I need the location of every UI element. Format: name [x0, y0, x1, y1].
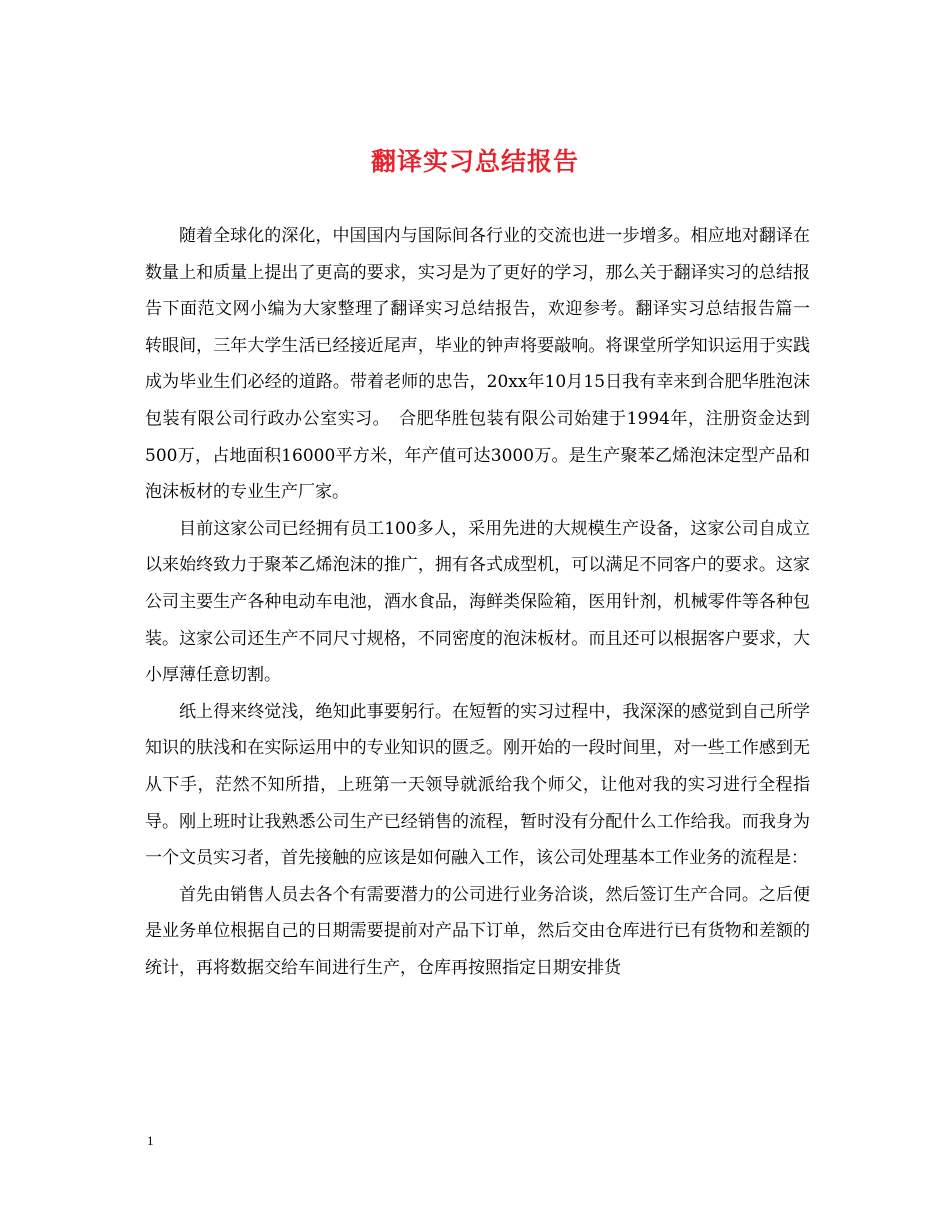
paragraph-1: 随着全球化的深化，中国国内与国际间各行业的交流也进一步增多。相应地对翻译在数量上和质量上提出了更高的要求，实习是为了更好的学习，那么关于翻译实习的总结报告下面范文网小编为大家整理了翻译实习总结报告，欢迎参考。翻译实习总结报告篇一 转眼间，三年大学生活已经接近尾声，毕业的钟声将要敲响。将课堂所学知识运用于实践成为毕业生们必经的道路。带着老师的忠告，20xx年10月15日我有幸来到合肥华胜泡沫包装有限公司行政办公室实习。 合肥华胜包装有限公司始建于1994年，注册资金达到500万，占地面积16000平方米，年产值可达3000万。是生产聚苯乙烯泡沫定型产品和泡沫板材的专业生产厂家。 [145, 226, 844, 503]
paragraph-2: 目前这家公司已经拥有员工100多人，采用先进的大规模生产设备，这家公司自成立以来始终致力于聚苯乙烯泡沫的推广，拥有各式成型机，可以满足不同客户的要求。这家公司主要生产各种电动车电池，酒水食品，海鲜类保险箱，医用针剂，机械零件等各种包装。这家公司还生产不同尺寸规格，不同密度的泡沫板材。而且还可以根据客户要求，大小厚薄任意切割。 [145, 518, 810, 686]
document-body [145, 218, 844, 986]
paragraph-4: 首先由销售人员去各个有需要潜力的公司进行业务洽谈，然后签订生产合同。之后便是业务单位根据自己的日期需要提前对产品下订单，然后交由仓库进行已有货物和差额的统计，再将数据交给车间进行生产，仓库再按照指定日期安排货 [145, 884, 810, 978]
page-number: 1 [147, 1133, 154, 1148]
page-title: 翻译实习总结报告 [370, 147, 579, 176]
paragraph-3: 纸上得来终觉浅，绝知此事要躬行。在短暂的实习过程中，我深深的感觉到自己所学知识的肤浅和在实际运用中的专业知识的匮乏。刚开始的一段时间里，对一些工作感到无从下手，茫然不知所措，上班第一天领导就派给我个师父，让他对我的实习进行全程指导。刚上班时让我熟悉公司生产已经销售的流程，暂时没有分配什么工作给我。而我身为一个文员实习者，首先接触的应该是如何融入工作，该公司处理基本工作业务的流程是： [145, 701, 810, 869]
